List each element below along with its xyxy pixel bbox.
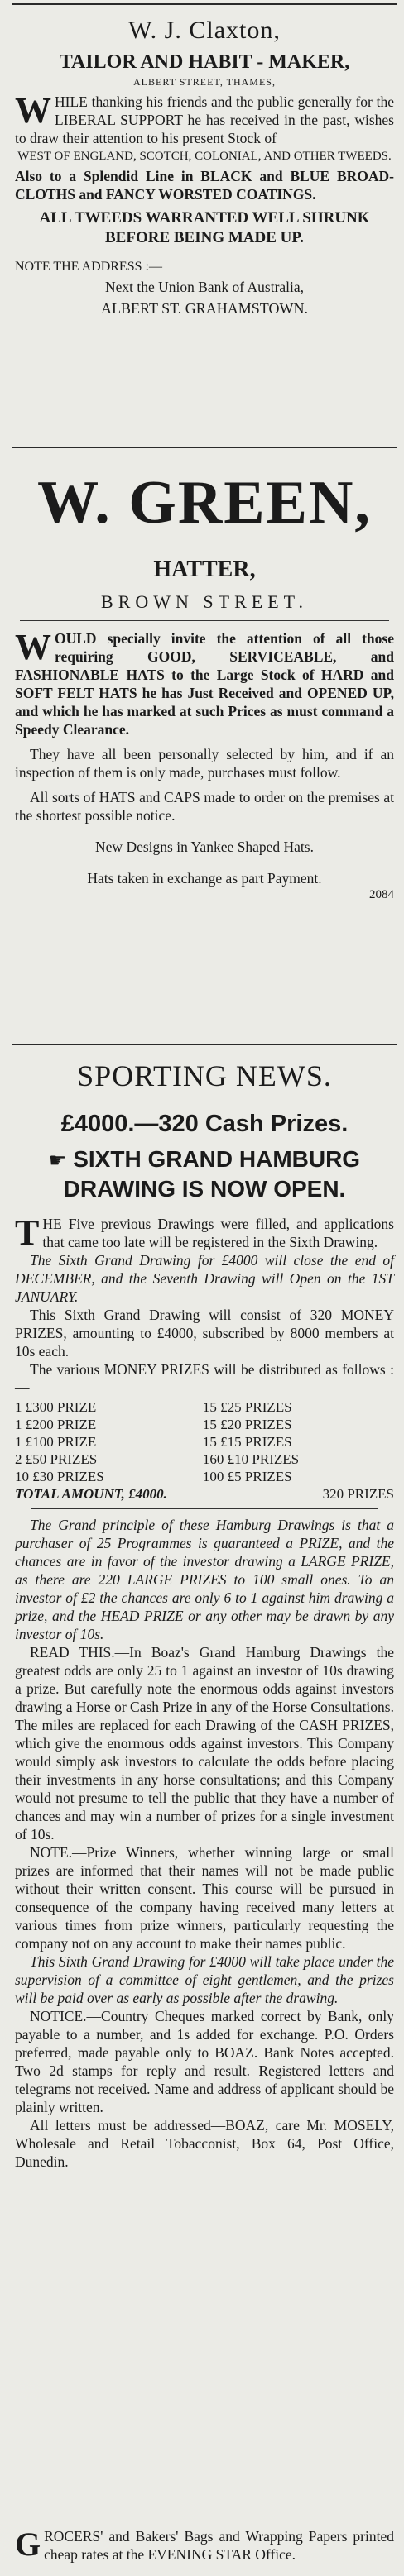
sporting-prize-head: £4000.—320 Cash Prizes. bbox=[60, 1111, 349, 1137]
column-top-rule bbox=[12, 3, 397, 5]
prize-rule bbox=[31, 1508, 378, 1509]
prize-left: 1 £300 PRIZE bbox=[15, 1399, 97, 1415]
grocers-dropcap: G bbox=[15, 2526, 41, 2563]
claxton-next-to: Next the Union Bank of Australia, bbox=[104, 279, 305, 295]
green-name: W. GREEN, bbox=[37, 469, 372, 537]
sporting-intro-text: HE Five previous Drawings were filled, and applications that came too late will be registered in the Sixth Drawing. bbox=[42, 1216, 394, 1250]
prize-total: TOTAL AMOUNT, £4000. bbox=[15, 1486, 167, 1502]
green-exchange: Hats taken in exchange as part Payment. bbox=[87, 870, 322, 887]
claxton-trade: TAILOR AND HABIT - MAKER, bbox=[59, 51, 350, 73]
prize-left: 1 £200 PRIZE bbox=[15, 1417, 97, 1432]
green-street: BROWN STREET. bbox=[101, 591, 308, 612]
claxton-broadcloth: Also to a Splendid Line in BLACK and BLUE BROAD-CLOTHS and FANCY WORSTED COATINGS. bbox=[15, 168, 394, 203]
claxton-body-text: HILE thanking his friends and the public generally for the LIBERAL SUPPORT he has received in the past, wishes to draw their attention to his present Stock of bbox=[15, 93, 394, 146]
green-dropcap: W bbox=[15, 627, 51, 667]
green-body-text: OULD specially invite the attention of all those requiring GOOD, SERVICEABLE, and FASHIONABLE HATS to the Large Stock of HARD and SOFT FELT HATS he has Just Received and OPENED UP, and which he has marked at such Prices as must command a Speedy Clearance. bbox=[15, 630, 394, 738]
pointing-hand-icon: ☛ bbox=[48, 1149, 67, 1172]
divider-2 bbox=[12, 1044, 397, 1045]
sporting-principle: The Grand principle of these Hamburg Drawings is that a purchaser of 25 Programmes is guaranteed a PRIZE, and the chances are in favor of the investor drawing a LARGE PRIZE, as there are 220 LARGE PRIZES to 100 small ones. To an investor of £2 the chances are only 6 to 1 against him drawing a prize, and the HEAD PRIZE or any other may be drawn by any investor of 10s. bbox=[15, 1517, 394, 1642]
grocers-line: ROCERS' and Bakers' Bags and Wrapping Papers printed cheap rates at the EVENING STAR Office. bbox=[44, 2528, 394, 2563]
green-body-3: All sorts of HATS and CAPS made to order on the premises at the shortest possible notice. bbox=[15, 789, 394, 824]
grocers-text bbox=[15, 2527, 394, 2564]
claxton-note: NOTE THE ADDRESS :— bbox=[15, 260, 162, 274]
claxton-name: W. J. Claxton, bbox=[128, 17, 281, 44]
sporting-committee: This Sixth Grand Drawing for £4000 will take place under the supervision of a committee of eight gentlemen, and the prizes will be paid over as early as possible after the drawing. bbox=[15, 1953, 394, 2006]
green-trade: HATTER, bbox=[153, 557, 256, 582]
prize-left: 1 £100 PRIZE bbox=[15, 1434, 97, 1450]
prize-row bbox=[15, 1468, 394, 1485]
prize-row bbox=[15, 1433, 394, 1450]
sporting-banner-2: DRAWING IS NOW OPEN. bbox=[63, 1176, 346, 1202]
prize-left: 10 £30 PRIZES bbox=[15, 1469, 104, 1484]
divider-1 bbox=[12, 447, 397, 448]
claxton-dropcap: W bbox=[15, 90, 51, 131]
sporting-note-winners: NOTE.—Prize Winners, whether winning large or small prizes are informed that their names will not be made public without their written consent. This course will be pursued in consequence of the company having received many letters at various times from prize winners, particularly requesting the company not on any account to make their names public. bbox=[15, 1844, 394, 1952]
prize-row bbox=[15, 1398, 394, 1416]
sporting-intro bbox=[15, 1212, 394, 1253]
sporting-heading: SPORTING NEWS. bbox=[77, 1059, 332, 1092]
prize-right: 100 £5 PRIZES bbox=[202, 1469, 292, 1484]
sporting-banner-1-text: SIXTH GRAND HAMBURG bbox=[73, 1146, 361, 1172]
sporting-para-3: This Sixth Grand Drawing will consist of 320 MONEY PRIZES, amounting to £4000, subscribed by 8000 members at 10s each. bbox=[15, 1307, 394, 1360]
prize-table bbox=[15, 1398, 394, 1485]
prize-right: 15 £20 PRIZES bbox=[202, 1417, 292, 1432]
newspaper-column bbox=[12, 0, 397, 2576]
claxton-street: ALBERT STREET, THAMES, bbox=[133, 76, 276, 88]
claxton-warranty: ALL TWEEDS WARRANTED WELL SHRUNK BEFORE BEING MADE UP. bbox=[39, 209, 370, 246]
prize-total-row bbox=[15, 1485, 394, 1503]
sporting-para-4: The various MONEY PRIZES will be distributed as follows :— bbox=[15, 1361, 394, 1396]
green-body bbox=[15, 629, 394, 738]
claxton-body bbox=[15, 90, 394, 147]
sporting-cheques: NOTICE.—Country Cheques marked correct by Bank, only payable to a number, and 1s added for exchange. P.O. Orders preferred, made payable only to BOAZ. Bank Notes accepted. Two 2d stamps for reply and result. Registered letters and telegrams not received. Name and address of applicant should be plainly written. bbox=[15, 2008, 394, 2115]
sporting-read-this: READ THIS.—In Boaz's Grand Hamburg Drawings the greatest odds are only 25 to 1 against an investor of 10s drawing a prize. But carefully note the enormous odds against investors drawing a Horse or Cash Prize in any of the Horse Consultations. The miles are replaced for each Drawing of the CASH PRIZES, which give the enormous odds against investors. This Company would simply ask investors to calculate the odds before placing their investments in any horse consultations; and this Company would not presume to tell the public that they have a number of chances and may win a number of prizes for a single investment of 10s. bbox=[15, 1644, 394, 1842]
green-ad bbox=[12, 453, 397, 904]
sporting-address: All letters must be addressed—BOAZ, care Mr. MOSELY, Wholesale and Retail Tobacconist, Box 64, Post Office, Dunedin. bbox=[15, 2117, 394, 2170]
green-body-2: They have all been personally selected by him, and if an inspection of them is only made, purchases must follow. bbox=[15, 746, 394, 781]
green-rule bbox=[20, 620, 389, 621]
prize-right: 160 £10 PRIZES bbox=[202, 1451, 300, 1467]
grocers-ad bbox=[12, 2527, 397, 2564]
prize-total-count: 320 PRIZES bbox=[322, 1486, 394, 1502]
prize-row bbox=[15, 1416, 394, 1433]
prize-right: 15 £15 PRIZES bbox=[202, 1434, 292, 1450]
claxton-cloths: WEST OF ENGLAND, SCOTCH, COLONIAL, AND OTHER TWEEDS. bbox=[17, 150, 392, 163]
sporting-banner-1 bbox=[15, 1145, 394, 1175]
claxton-address: ALBERT ST. GRAHAMSTOWN. bbox=[101, 300, 308, 317]
prize-right: 15 £25 PRIZES bbox=[202, 1399, 292, 1415]
green-ref: 2084 bbox=[369, 888, 394, 901]
green-designs: New Designs in Yankee Shaped Hats. bbox=[95, 839, 314, 855]
sporting-dropcap: T bbox=[15, 1212, 40, 1253]
prize-left: 2 £50 PRIZES bbox=[15, 1451, 98, 1467]
sporting-para-2: The Sixth Grand Drawing for £4000 will close the end of DECEMBER, and the Seventh Drawing will Open on the 1ST JANUARY. bbox=[15, 1252, 394, 1305]
prize-row bbox=[15, 1450, 394, 1468]
claxton-ad bbox=[12, 8, 397, 318]
sporting-ad bbox=[12, 1052, 397, 2171]
